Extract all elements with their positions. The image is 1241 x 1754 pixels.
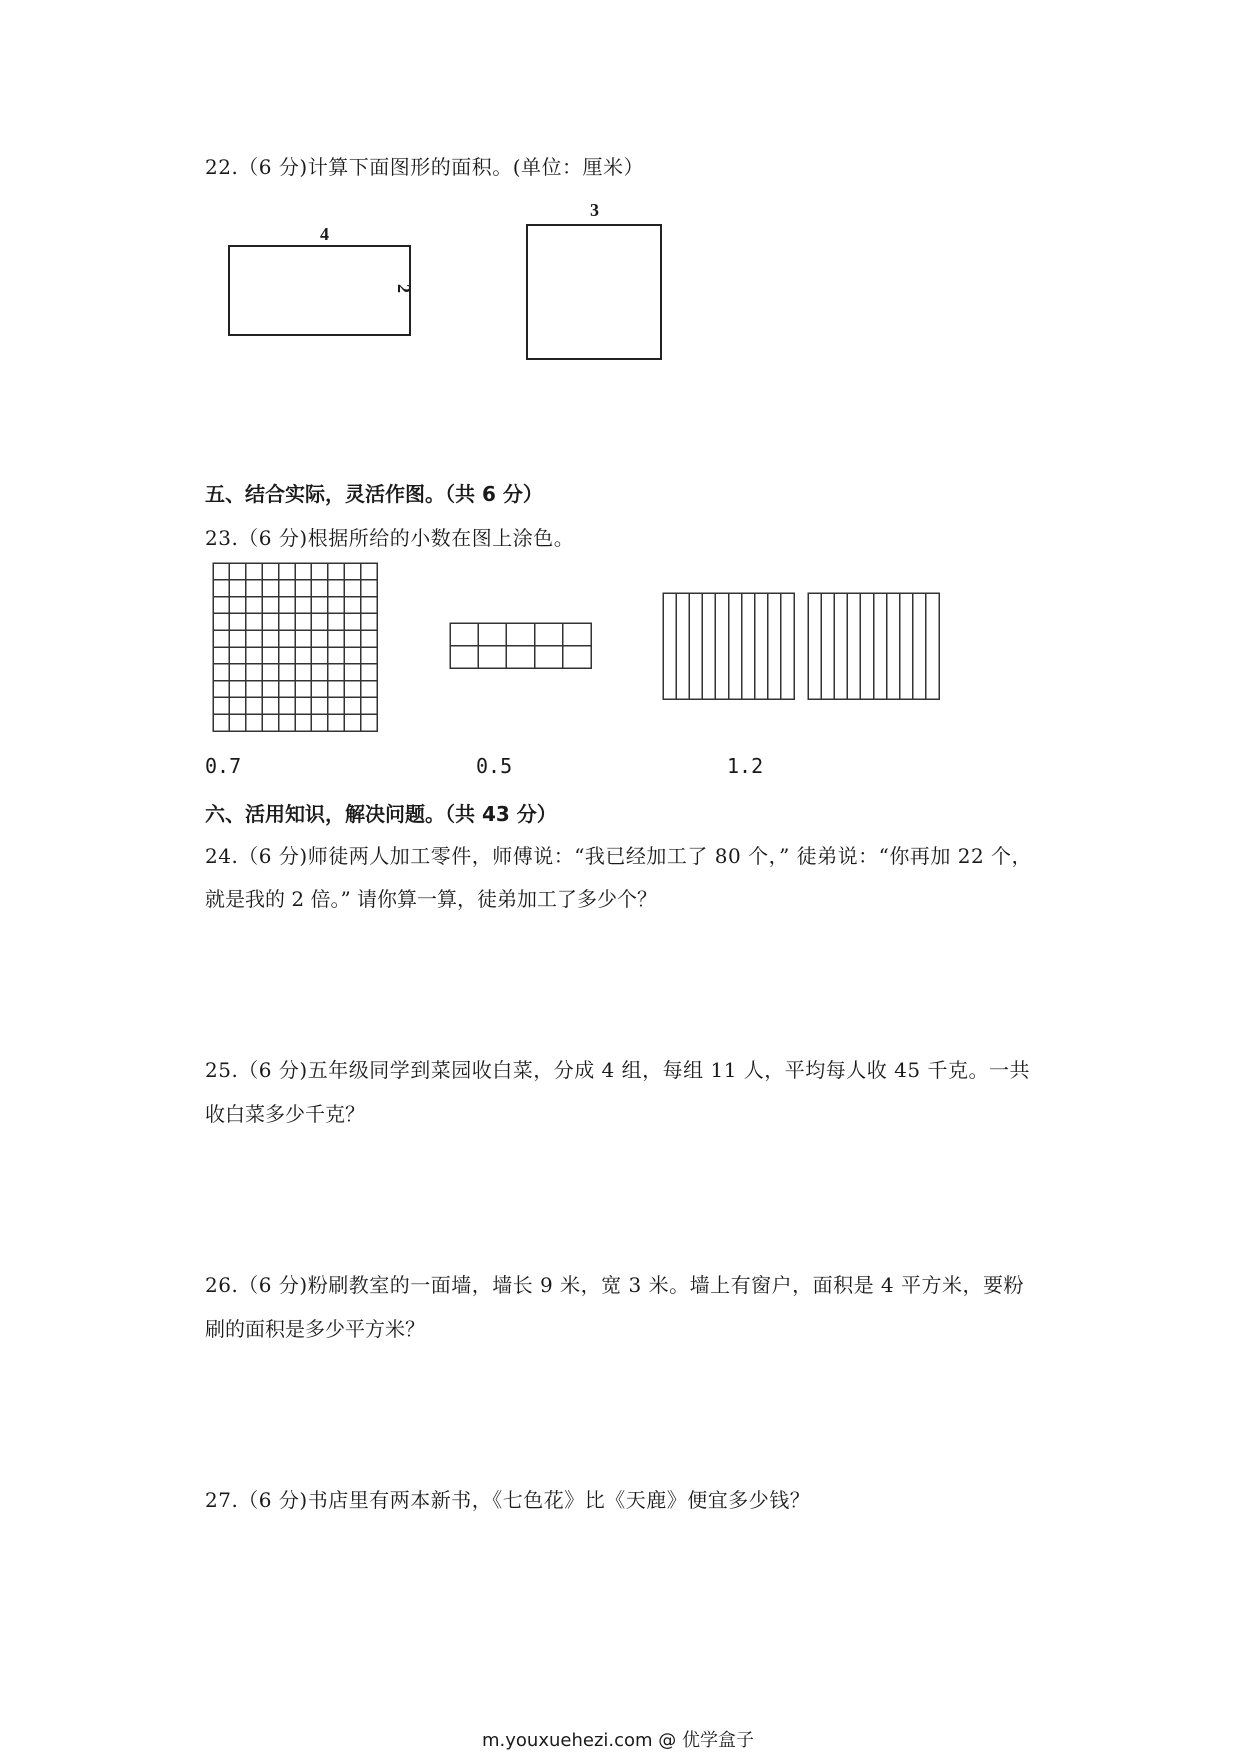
section-5-title: 五、结合实际，灵活作图。（共 6 分） — [205, 482, 543, 506]
question-27-text: 27.（6 分)书店里有两本新书，《七色花》比《天鹿》便宜多少钱？ — [205, 1488, 811, 1512]
question-25-line-1: 25.（6 分)五年级同学到菜园收白菜，分成 4 组，每组 11 人，平均每人收 45 千克。一共 — [205, 1058, 1030, 1082]
decimal-label-1: 0.7 — [205, 754, 242, 778]
square-figure — [526, 224, 662, 360]
question-24-line-1: 24.（6 分)师徒两人加工零件，师傅说：“我已经加工了 80 个，” 徒弟说：“你再加 22 个， — [205, 844, 1033, 868]
decimal-label-2: 0.5 — [476, 754, 513, 778]
hundred-grid[interactable] — [212, 562, 378, 732]
section-6-title: 六、活用知识，解决问题。（共 43 分） — [205, 802, 557, 826]
question-26-line-2: 刷的面积是多少平方米？ — [205, 1317, 425, 1341]
footer-watermark: m.youxuehezi.com @ 优学盒子 — [482, 1730, 755, 1751]
question-23-text: 23.（6 分)根据所给的小数在图上涂色。 — [205, 526, 575, 550]
square-side-label: 3 — [590, 200, 599, 220]
question-25-line-2: 收白菜多少千克？ — [205, 1102, 365, 1126]
rectangle-height-label: 2 — [394, 284, 414, 293]
question-22-text: 22.（6 分)计算下面图形的面积。(单位：厘米） — [205, 155, 644, 179]
tenths-bar-1[interactable] — [662, 592, 795, 700]
rectangle-width-label: 4 — [320, 224, 329, 244]
question-26-line-1: 26.（6 分)粉刷教室的一面墙，墙长 9 米，宽 3 米。墙上有窗户，面积是 4 平方米，要粉 — [205, 1273, 1025, 1297]
tenths-bar-2[interactable] — [807, 592, 940, 700]
rectangle-figure — [228, 245, 411, 336]
decimal-label-3: 1.2 — [727, 754, 764, 778]
five-cell-strip[interactable] — [449, 622, 592, 669]
question-24-line-2: 就是我的 2 倍。” 请你算一算，徒弟加工了多少个？ — [205, 887, 658, 911]
